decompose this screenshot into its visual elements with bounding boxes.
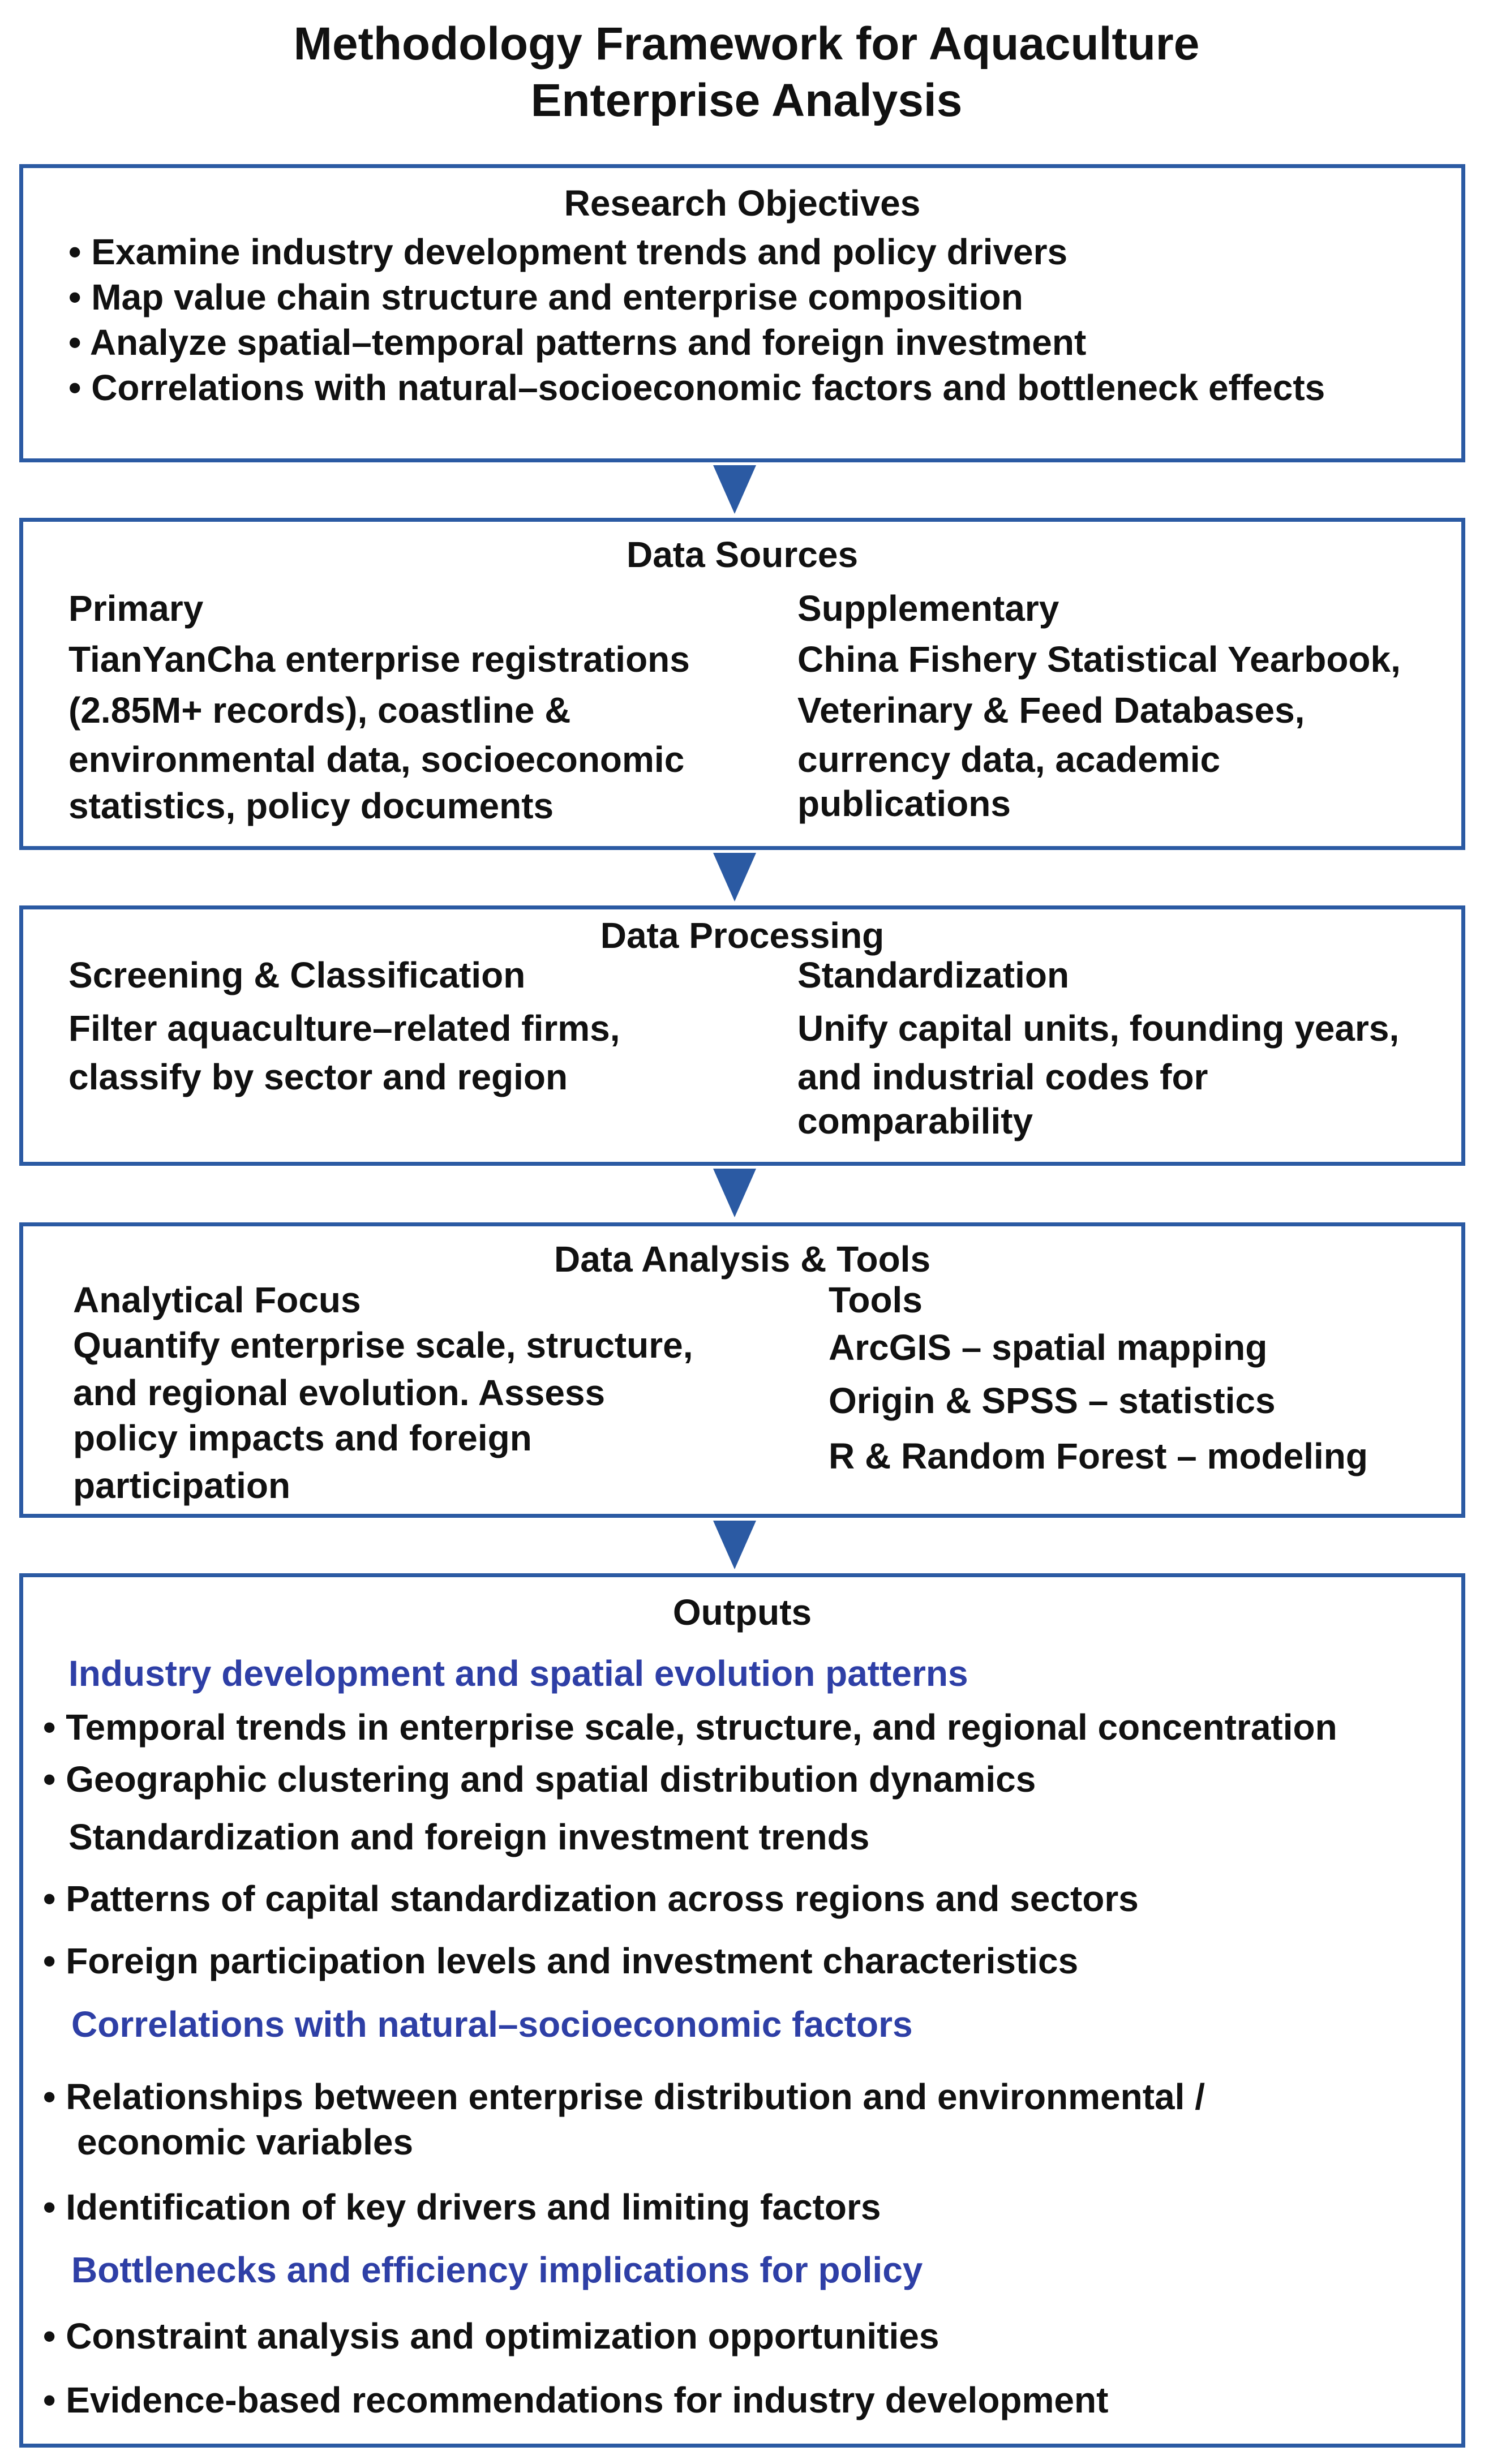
screening-text: classify by sector and region: [68, 1057, 568, 1097]
standardization-text: and industrial codes for: [797, 1057, 1208, 1097]
tool-item: ArcGIS – spatial mapping: [829, 1327, 1268, 1368]
output-item: • Identification of key drivers and limiting factors: [43, 2187, 881, 2227]
tool-item: R & Random Forest – modeling: [829, 1436, 1368, 1476]
outputs-header: Outputs: [672, 1592, 812, 1633]
flow-arrow-3: [713, 1169, 756, 1217]
standardization-text: comparability: [797, 1101, 1033, 1141]
primary-text: (2.85M+ records), coastline &: [68, 690, 571, 731]
output-item: • Relationships between enterprise distribution and environmental /: [43, 2076, 1205, 2117]
standardization-text: Unify capital units, founding years,: [797, 1008, 1400, 1049]
output-item: • Patterns of capital standardization across regions and sectors: [43, 1878, 1139, 1919]
tool-item: Origin & SPSS – statistics: [829, 1380, 1276, 1421]
objective-item: • Analyze spatial–temporal patterns and foreign investment: [68, 322, 1087, 363]
output-section-heading: Bottlenecks and efficiency implications for policy: [71, 2250, 923, 2290]
data-sources-header: Data Sources: [626, 534, 859, 575]
output-item: • Constraint analysis and optimization opportunities: [43, 2316, 939, 2356]
output-item: • Temporal trends in enterprise scale, structure, and regional concentration: [43, 1707, 1337, 1748]
primary-label: Primary: [68, 588, 204, 629]
flow-arrow-4: [713, 1521, 756, 1569]
output-item: • Geographic clustering and spatial distribution dynamics: [43, 1759, 1036, 1800]
primary-text: statistics, policy documents: [68, 785, 554, 826]
objective-item: • Examine industry development trends and policy drivers: [68, 231, 1068, 272]
flow-arrow-2: [713, 853, 756, 902]
supplementary-text: currency data, academic: [797, 739, 1221, 780]
primary-text: TianYanCha enterprise registrations: [68, 639, 690, 680]
analytical-focus-text: policy impacts and foreign: [73, 1418, 532, 1458]
research-objectives-box: [19, 164, 1465, 462]
supplementary-label: Supplementary: [797, 588, 1059, 629]
output-item: • Foreign participation levels and investment characteristics: [43, 1941, 1079, 1981]
page-title-line-2: Enterprise Analysis: [530, 75, 963, 126]
objective-item: • Map value chain structure and enterprise composition: [68, 277, 1023, 317]
output-section-heading: Standardization and foreign investment trends: [68, 1817, 870, 1857]
supplementary-text: China Fishery Statistical Yearbook,: [797, 639, 1401, 680]
data-sources-box: [19, 518, 1465, 850]
output-section-heading: Correlations with natural–socioeconomic factors: [71, 2004, 913, 2045]
tools-label: Tools: [829, 1280, 923, 1320]
standardization-label: Standardization: [797, 955, 1070, 995]
screening-label: Screening & Classification: [68, 955, 526, 995]
data-processing-box: [19, 905, 1465, 1166]
data-analysis-box: [19, 1222, 1465, 1518]
analytical-focus-text: participation: [73, 1465, 291, 1506]
supplementary-text: Veterinary & Feed Databases,: [797, 690, 1305, 731]
supplementary-text: publications: [797, 783, 1011, 824]
analytical-focus-text: and regional evolution. Assess: [73, 1372, 606, 1413]
data-processing-header: Data Processing: [600, 915, 885, 956]
output-section-heading: Industry development and spatial evolution patterns: [68, 1653, 968, 1694]
flow-arrow-1: [713, 465, 756, 514]
primary-text: environmental data, socioeconomic: [68, 739, 685, 780]
analytical-focus-text: Quantify enterprise scale, structure,: [73, 1325, 693, 1366]
output-item: • Evidence-based recommendations for industry development: [43, 2380, 1109, 2420]
analytical-focus-label: Analytical Focus: [73, 1280, 361, 1320]
page-title-line-1: Methodology Framework for Aquaculture: [293, 18, 1200, 70]
research-objectives-header: Research Objectives: [564, 183, 921, 224]
screening-text: Filter aquaculture–related firms,: [68, 1008, 620, 1049]
output-item: economic variables: [77, 2122, 414, 2162]
data-analysis-header: Data Analysis & Tools: [554, 1239, 931, 1280]
objective-item: • Correlations with natural–socioeconomic factors and bottleneck effects: [68, 367, 1325, 408]
outputs-box: [19, 1573, 1465, 2448]
